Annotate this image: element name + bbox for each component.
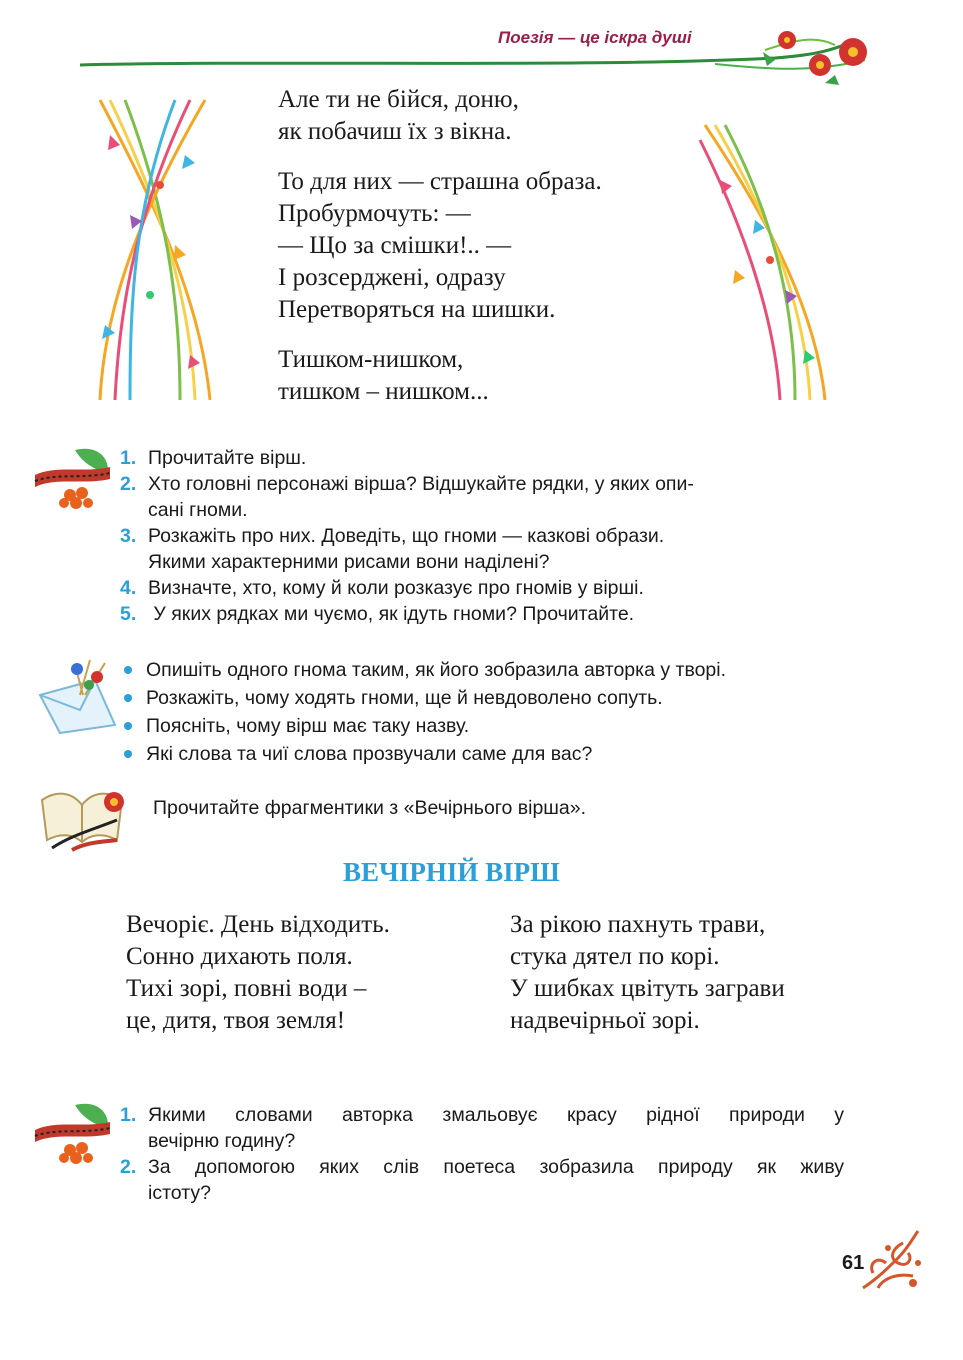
list-item: 2. Хто головні персонажі вірша? Відшукайте рядки, у яких опи- bbox=[120, 473, 694, 495]
list-item: 1. Прочитайте вірш. bbox=[120, 447, 307, 469]
poem-line: У шибках цвітуть заграви bbox=[510, 975, 785, 1002]
questions-list bbox=[120, 445, 844, 627]
poem-line: Перетворяться на шишки. bbox=[278, 296, 556, 323]
poem-column-left bbox=[126, 909, 390, 1037]
poem-line: Вечоріє. День відходить. bbox=[126, 911, 390, 938]
poem-line: За рікою пахнуть трави, bbox=[510, 911, 766, 938]
poem-line: — Що за смішки!.. — bbox=[278, 232, 512, 259]
envelope-flowers-icon bbox=[35, 655, 125, 735]
reading-task: Прочитайте фрагментики з «Вечірнього вірша». bbox=[153, 797, 587, 819]
poem-line: тишком – нишком... bbox=[278, 378, 489, 405]
list-item: 5. У яких рядках ми чуємо, як ідуть гноми? Прочитайте. bbox=[120, 603, 635, 625]
list-item: 1. Якими словами авторка змальовує красу рідної природи у bbox=[120, 1104, 844, 1126]
streamers-decoration bbox=[90, 95, 215, 405]
list-item: Поясніть, чому вірш має таку назву. bbox=[120, 712, 860, 740]
list-item-continuation: Якими характерними рисами вони наділені? bbox=[148, 551, 550, 573]
poem-line: Тихі зорі, повні води – bbox=[126, 975, 367, 1002]
poem-line: І розсерджені, одразу bbox=[278, 264, 506, 291]
poem-stanza bbox=[278, 84, 519, 148]
list-item: Які слова та чиї слова прозвучали саме для вас? bbox=[120, 740, 860, 768]
poem-line: Сонно дихають поля. bbox=[126, 943, 353, 970]
streamers-decoration bbox=[695, 120, 835, 405]
list-item: 3. Розкажіть про них. Доведіть, що гноми — казкові образи. bbox=[120, 525, 665, 547]
poem-line: надвечірньої зорі. bbox=[510, 1007, 700, 1034]
list-item-continuation: сані гноми. bbox=[148, 499, 248, 521]
header-title: Поезія — це іскра душі bbox=[498, 28, 692, 47]
poem-line: То для них — страшна образа. bbox=[278, 168, 602, 195]
bullet-list bbox=[120, 656, 860, 768]
questions-list bbox=[120, 1102, 844, 1206]
poem-line: Пробурмочуть: — bbox=[278, 200, 471, 227]
poem-line: це, дитя, твоя земля! bbox=[126, 1007, 346, 1034]
book-flower-icon bbox=[32, 780, 132, 860]
section-title: ВЕЧІРНІЙ ВІРШ bbox=[343, 857, 560, 887]
ribbon-rowan-icon bbox=[30, 445, 120, 510]
ornament-corner-icon bbox=[858, 1228, 923, 1293]
flower-vine-icon bbox=[75, 20, 895, 90]
list-item: 2. За допомогою яких слів поетеса зобразила природу як живу bbox=[120, 1156, 844, 1178]
poem-line: як побачиш їх з вікна. bbox=[278, 118, 512, 145]
poem-stanza bbox=[278, 166, 602, 326]
poem-stanza bbox=[278, 344, 489, 408]
list-item: Опишіть одного гнома таким, як його зобразила авторка у творі. bbox=[120, 656, 860, 684]
poem-column-right bbox=[510, 909, 785, 1037]
page-number: 61 bbox=[842, 1252, 865, 1274]
list-item-continuation: істоту? bbox=[148, 1182, 211, 1204]
list-item: Розкажіть, чому ходять гноми, ще й невдоволено сопуть. bbox=[120, 684, 860, 712]
poem-line: Тишком-нишком, bbox=[278, 346, 464, 373]
poem-line: Але ти не бійся, доню, bbox=[278, 86, 519, 113]
ribbon-rowan-icon bbox=[30, 1100, 120, 1165]
list-item: 4. Визначте, хто, кому й коли розказує про гномів у вірші. bbox=[120, 577, 644, 599]
poem-line: стука дятел по корі. bbox=[510, 943, 720, 970]
list-item-continuation: вечірню годину? bbox=[148, 1130, 296, 1152]
